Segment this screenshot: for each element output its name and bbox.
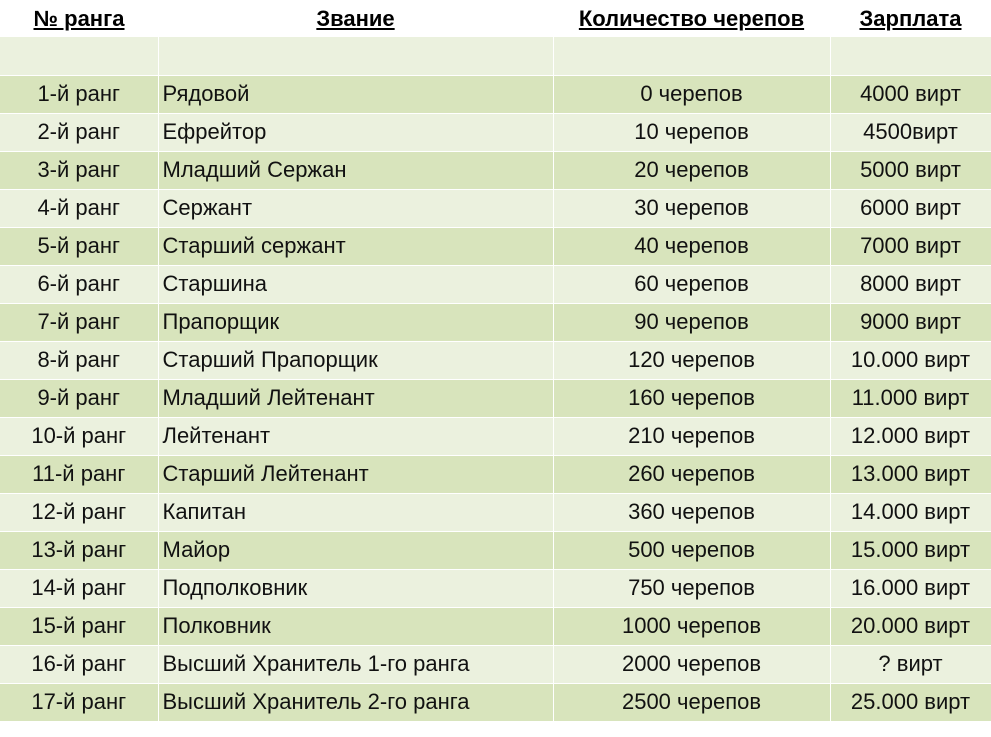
rank-cell: 4-й ранг: [0, 189, 158, 227]
rank-cell: 8-й ранг: [0, 341, 158, 379]
empty-cell: [158, 37, 553, 75]
title-cell: Младший Лейтенант: [158, 379, 553, 417]
title-cell: Капитан: [158, 493, 553, 531]
empty-cell: [0, 37, 158, 75]
title-cell: Старший сержант: [158, 227, 553, 265]
salary-cell: 7000 вирт: [830, 227, 991, 265]
title-cell: Подполковник: [158, 569, 553, 607]
rank-cell: 5-й ранг: [0, 227, 158, 265]
salary-cell: 13.000 вирт: [830, 455, 991, 493]
salary-cell: 15.000 вирт: [830, 531, 991, 569]
table-row: [0, 607, 991, 645]
salary-cell: 16.000 вирт: [830, 569, 991, 607]
title-cell: Старшина: [158, 265, 553, 303]
table-row: [0, 113, 991, 151]
salary-cell: 6000 вирт: [830, 189, 991, 227]
header-row: [0, 0, 991, 37]
rank-cell: 13-й ранг: [0, 531, 158, 569]
rank-cell: 16-й ранг: [0, 645, 158, 683]
rank-cell: 11-й ранг: [0, 455, 158, 493]
salary-cell: 5000 вирт: [830, 151, 991, 189]
title-cell: Высший Хранитель 1-го ранга: [158, 645, 553, 683]
table-row: [0, 569, 991, 607]
salary-cell: 12.000 вирт: [830, 417, 991, 455]
table-row: [0, 379, 991, 417]
salary-cell: ? вирт: [830, 645, 991, 683]
skulls-cell: 260 черепов: [553, 455, 830, 493]
salary-cell: 4500вирт: [830, 113, 991, 151]
table-row: [0, 417, 991, 455]
rank-cell: 3-й ранг: [0, 151, 158, 189]
skulls-cell: 0 черепов: [553, 75, 830, 113]
table-row: [0, 303, 991, 341]
empty-cell: [553, 37, 830, 75]
table-row: [0, 531, 991, 569]
table-row: [0, 645, 991, 683]
title-cell: Ефрейтор: [158, 113, 553, 151]
rank-cell: 17-й ранг: [0, 683, 158, 721]
rank-cell: 6-й ранг: [0, 265, 158, 303]
salary-cell: 9000 вирт: [830, 303, 991, 341]
rank-cell: 15-й ранг: [0, 607, 158, 645]
salary-cell: 20.000 вирт: [830, 607, 991, 645]
table-row: [0, 455, 991, 493]
salary-cell: 11.000 вирт: [830, 379, 991, 417]
rank-cell: 12-й ранг: [0, 493, 158, 531]
header-salary: Зарплата: [830, 0, 991, 37]
salary-cell: 8000 вирт: [830, 265, 991, 303]
title-cell: Старший Лейтенант: [158, 455, 553, 493]
salary-cell: 4000 вирт: [830, 75, 991, 113]
table-row: [0, 227, 991, 265]
rank-cell: 7-й ранг: [0, 303, 158, 341]
table-row: [0, 151, 991, 189]
table-row: [0, 683, 991, 721]
skulls-cell: 10 черепов: [553, 113, 830, 151]
salary-cell: 10.000 вирт: [830, 341, 991, 379]
skulls-cell: 30 черепов: [553, 189, 830, 227]
table-row: [0, 265, 991, 303]
title-cell: Лейтенант: [158, 417, 553, 455]
header-rank: № ранга: [0, 0, 158, 37]
skulls-cell: 1000 черепов: [553, 607, 830, 645]
rank-cell: 1-й ранг: [0, 75, 158, 113]
skulls-cell: 2500 черепов: [553, 683, 830, 721]
table-body: [0, 37, 991, 721]
table-row: [0, 75, 991, 113]
title-cell: Сержант: [158, 189, 553, 227]
skulls-cell: 360 черепов: [553, 493, 830, 531]
table-row: [0, 493, 991, 531]
salary-cell: 14.000 вирт: [830, 493, 991, 531]
skulls-cell: 750 черепов: [553, 569, 830, 607]
title-cell: Полковник: [158, 607, 553, 645]
rank-cell: 14-й ранг: [0, 569, 158, 607]
title-cell: Высший Хранитель 2-го ранга: [158, 683, 553, 721]
table-row: [0, 189, 991, 227]
skulls-cell: 40 черепов: [553, 227, 830, 265]
rank-cell: 9-й ранг: [0, 379, 158, 417]
skulls-cell: 500 черепов: [553, 531, 830, 569]
header-skulls: Количество черепов: [553, 0, 830, 37]
title-cell: Прапорщик: [158, 303, 553, 341]
skulls-cell: 90 черепов: [553, 303, 830, 341]
title-cell: Старший Прапорщик: [158, 341, 553, 379]
header-title: Звание: [158, 0, 553, 37]
skulls-cell: 120 черепов: [553, 341, 830, 379]
title-cell: Майор: [158, 531, 553, 569]
skulls-cell: 210 черепов: [553, 417, 830, 455]
skulls-cell: 2000 черепов: [553, 645, 830, 683]
empty-cell: [830, 37, 991, 75]
skulls-cell: 160 черепов: [553, 379, 830, 417]
skulls-cell: 60 черепов: [553, 265, 830, 303]
title-cell: Рядовой: [158, 75, 553, 113]
title-cell: Младший Сержан: [158, 151, 553, 189]
rank-cell: 2-й ранг: [0, 113, 158, 151]
salary-cell: 25.000 вирт: [830, 683, 991, 721]
skulls-cell: 20 черепов: [553, 151, 830, 189]
table-row: [0, 341, 991, 379]
rank-cell: 10-й ранг: [0, 417, 158, 455]
empty-row: [0, 37, 991, 75]
